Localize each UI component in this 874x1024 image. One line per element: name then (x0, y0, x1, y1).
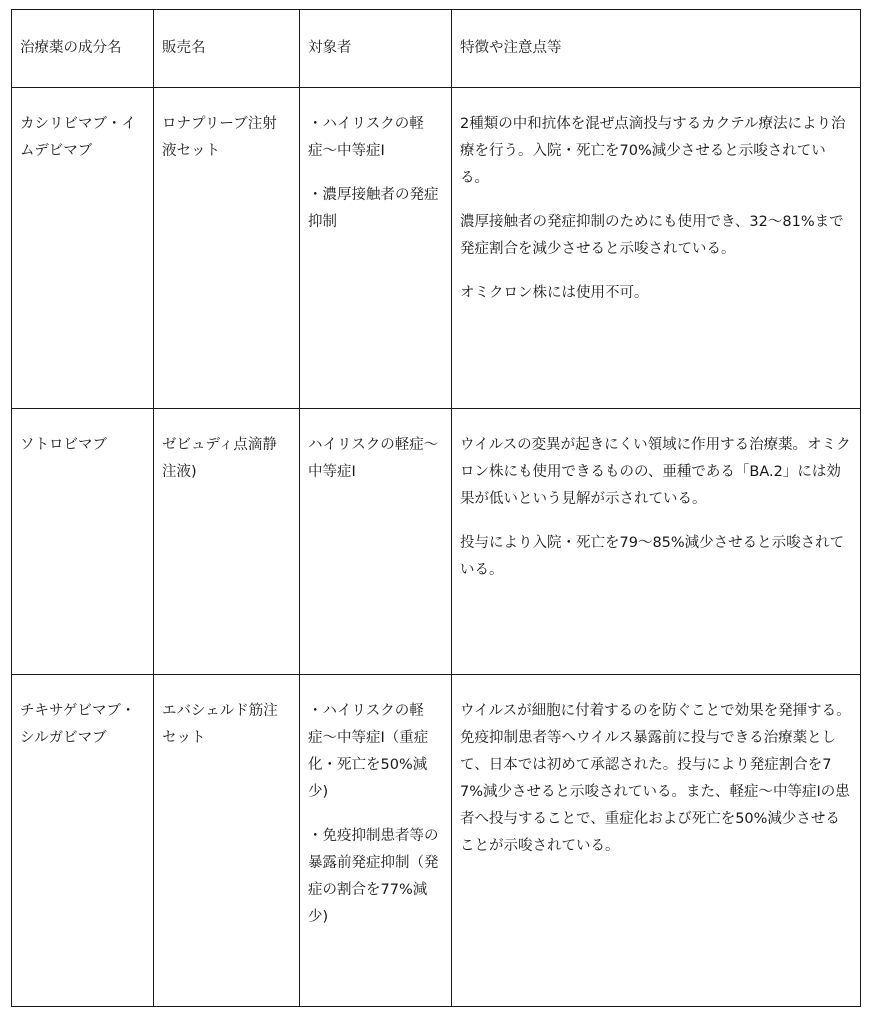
cell-notes (452, 409, 861, 675)
target-item: ・濃厚接触者の発症抑制 (308, 187, 439, 230)
ingredient-text: カシリビマブ・イムデビマブ (20, 116, 136, 159)
table-header-row (12, 10, 861, 88)
header-target: 対象者 (300, 10, 452, 88)
table-row (12, 88, 861, 409)
target-item: ・ハイリスクの軽症〜中等症Ⅰ（重症化・死亡を50%減少) (308, 703, 429, 800)
product-text: エバシェルド筋注セット (162, 703, 278, 746)
header-ingredient: 治療薬の成分名 (12, 10, 154, 88)
header-notes: 特徴や注意点等 (452, 10, 861, 88)
table-row (12, 675, 861, 1007)
header-product: 販売名 (154, 10, 300, 88)
cell-notes (452, 675, 861, 1007)
target-item: ・ハイリスクの軽症〜中等症Ⅰ (308, 116, 424, 159)
cell-target (300, 675, 452, 1007)
notes-paragraph: 濃厚接触者の発症抑制のためにも使用でき、32〜81%まで発症割合を減少させると示唆されている。 (460, 214, 844, 257)
cell-product (154, 88, 300, 409)
target-item: ・免疫抑制患者等の暴露前発症抑制（発症の割合を77%減少) (308, 828, 439, 925)
ingredient-text: チキサゲビマブ・シルガビマブ (20, 703, 136, 746)
product-text: ゼビュディ点滴静注液) (162, 437, 277, 480)
treatment-table (11, 9, 861, 1007)
notes-paragraph: オミクロン株には使用不可。 (460, 285, 649, 301)
cell-ingredient (12, 409, 154, 675)
product-text: ロナプリーブ注射液セット (162, 116, 277, 159)
cell-target (300, 88, 452, 409)
cell-target (300, 409, 452, 675)
ingredient-text: ソトロビマブ (20, 437, 107, 453)
cell-ingredient (12, 675, 154, 1007)
cell-product (154, 675, 300, 1007)
notes-paragraph: 2種類の中和抗体を混ぜ点滴投与するカクテル療法により治療を行う。入院・死亡を70%減少させると示唆されている。 (460, 116, 846, 186)
target-item: ハイリスクの軽症〜中等症Ⅰ (308, 437, 439, 480)
notes-paragraph: ウイルスが細胞に付着するのを防ぐことで効果を発揮する。免疫抑制患者等へウイルス暴露前に投与できる治療薬として、日本では初めて承認された。投与により発症割合を77%減少させると示唆されている。また、軽症〜中等症Ⅰの患者へ投与することで、重症化および死亡を50%減少させることが示唆されている。 (460, 703, 851, 854)
table-row (12, 409, 861, 675)
cell-notes (452, 88, 861, 409)
notes-paragraph: ウイルスの変異が起きにくい領域に作用する治療薬。オミクロン株にも使用できるものの、亜種である「BA.2」には効果が低いという見解が示されている。 (460, 437, 851, 507)
cell-product (154, 409, 300, 675)
cell-ingredient (12, 88, 154, 409)
notes-paragraph: 投与により入院・死亡を79〜85%減少させると示唆されている。 (460, 535, 845, 578)
